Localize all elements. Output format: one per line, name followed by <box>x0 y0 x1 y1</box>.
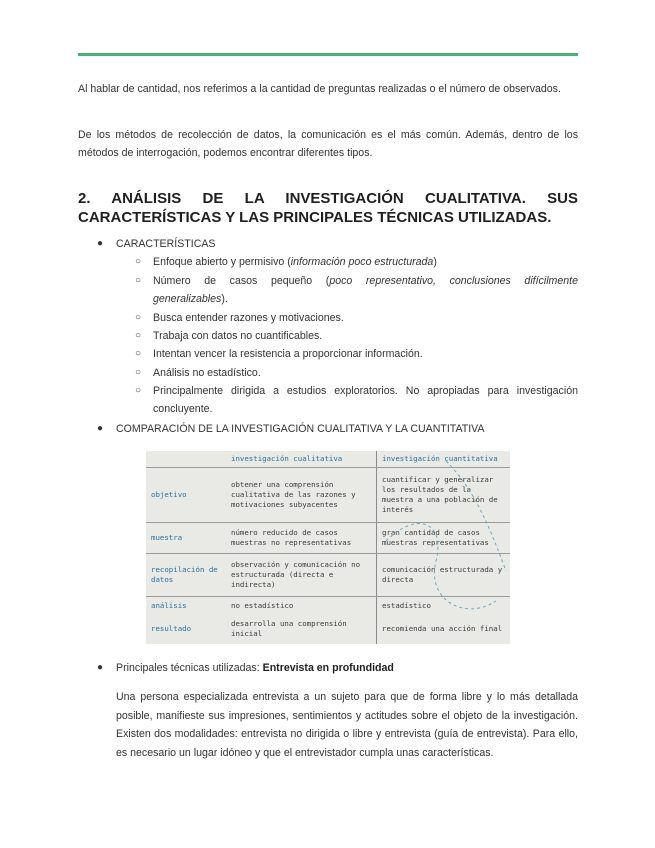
bullet-techniques <box>97 659 394 677</box>
list-item: ○ Intentan vencer la resistencia a proporcionar información. <box>153 345 578 363</box>
characteristics-heading: CARACTERÍSTICAS <box>116 238 216 250</box>
header-cuantitativa: investigación cuantitativa <box>377 451 511 468</box>
techniques-label: Principales técnicas utilizadas: <box>116 662 263 674</box>
list-item: ○ Busca entender razones y motivaciones. <box>153 309 578 327</box>
bullet-dot-icon: ● <box>97 423 104 434</box>
table-header-row <box>146 451 510 468</box>
table-row: objetivo obtener una comprensión cualitativa de las razones y motivaciones subyacentes cuantificar y generalizar los resultados de la muestra a una población de interés <box>146 468 510 523</box>
bullet-dot-icon: ● <box>97 238 104 249</box>
techniques-bold: Entrevista en profundidad <box>262 662 394 674</box>
bullet-dot-icon: ● <box>97 662 104 673</box>
circle-bullet-icon: ○ <box>135 385 142 396</box>
table-row: análisis no estadístico estadístico <box>146 597 510 615</box>
table-row: recopilación de datos observación y comunicación no estructurada (directa e indirecta) comunicación estructurada y directa <box>146 554 510 597</box>
intro-paragraph-2: De los métodos de recolección de datos, la comunicación es el más común. Además, dentro de los métodos de interrogación, podemos encontrar diferentes tipos. <box>78 129 578 159</box>
list-item: ○ Principalmente dirigida a estudios exploratorios. No apropiadas para investigación concluyente. <box>153 382 578 418</box>
list-item: ○ Análisis no estadístico. <box>153 364 578 382</box>
techniques-paragraph: Una persona especializada entrevista a un sujeto para que de forma libre y lo más detallada posible, manifieste sus impresiones, sentimientos y actitudes sobre el objeto de la investigación. Existen dos modalidades: entrevista no dirigida o libre y entrevista (guía de entrevista). Para ello, es necesario un lugar idóneo y que el entrevistador cumpla unas características. <box>116 691 578 759</box>
circle-bullet-icon: ○ <box>135 367 142 378</box>
section-title: 2. ANÁLISIS DE LA INVESTIGACIÓN CUALITATIVA. SUS CARACTERÍSTICAS Y LAS PRINCIPALES TÉCNICAS UTILIZADAS. <box>78 190 578 226</box>
circle-bullet-icon: ○ <box>135 256 142 267</box>
list-item: ○ Número de casos pequeño (poco representativo, conclusiones difícilmente generalizables). <box>153 272 578 308</box>
list-item: ○ Enfoque abierto y permisivo (información poco estructurada) <box>153 253 578 271</box>
circle-bullet-icon: ○ <box>135 330 142 341</box>
bullet-characteristics <box>97 235 216 253</box>
circle-bullet-icon: ○ <box>135 275 142 286</box>
table-row: resultado desarrolla una comprensión inicial recomienda una acción final <box>146 614 510 644</box>
table-row: muestra número reducido de casos muestras no representativas gran cantidad de casos muestras representativas <box>146 523 510 554</box>
comparison-table <box>146 451 510 644</box>
bullet-comparison <box>97 420 485 438</box>
intro-paragraph-1: Al hablar de cantidad, nos referimos a la cantidad de preguntas realizadas o el número de observados. <box>78 83 561 95</box>
comparison-heading: COMPARACIÓN DE LA INVESTIGACIÓN CUALITATIVA Y LA CUANTITATIVA <box>116 423 485 435</box>
header-rule <box>78 53 578 56</box>
list-item: ○ Trabaja con datos no cuantificables. <box>153 327 578 345</box>
circle-bullet-icon: ○ <box>135 348 142 359</box>
circle-bullet-icon: ○ <box>135 312 142 323</box>
header-cualitativa: investigación cualitativa <box>226 451 377 468</box>
